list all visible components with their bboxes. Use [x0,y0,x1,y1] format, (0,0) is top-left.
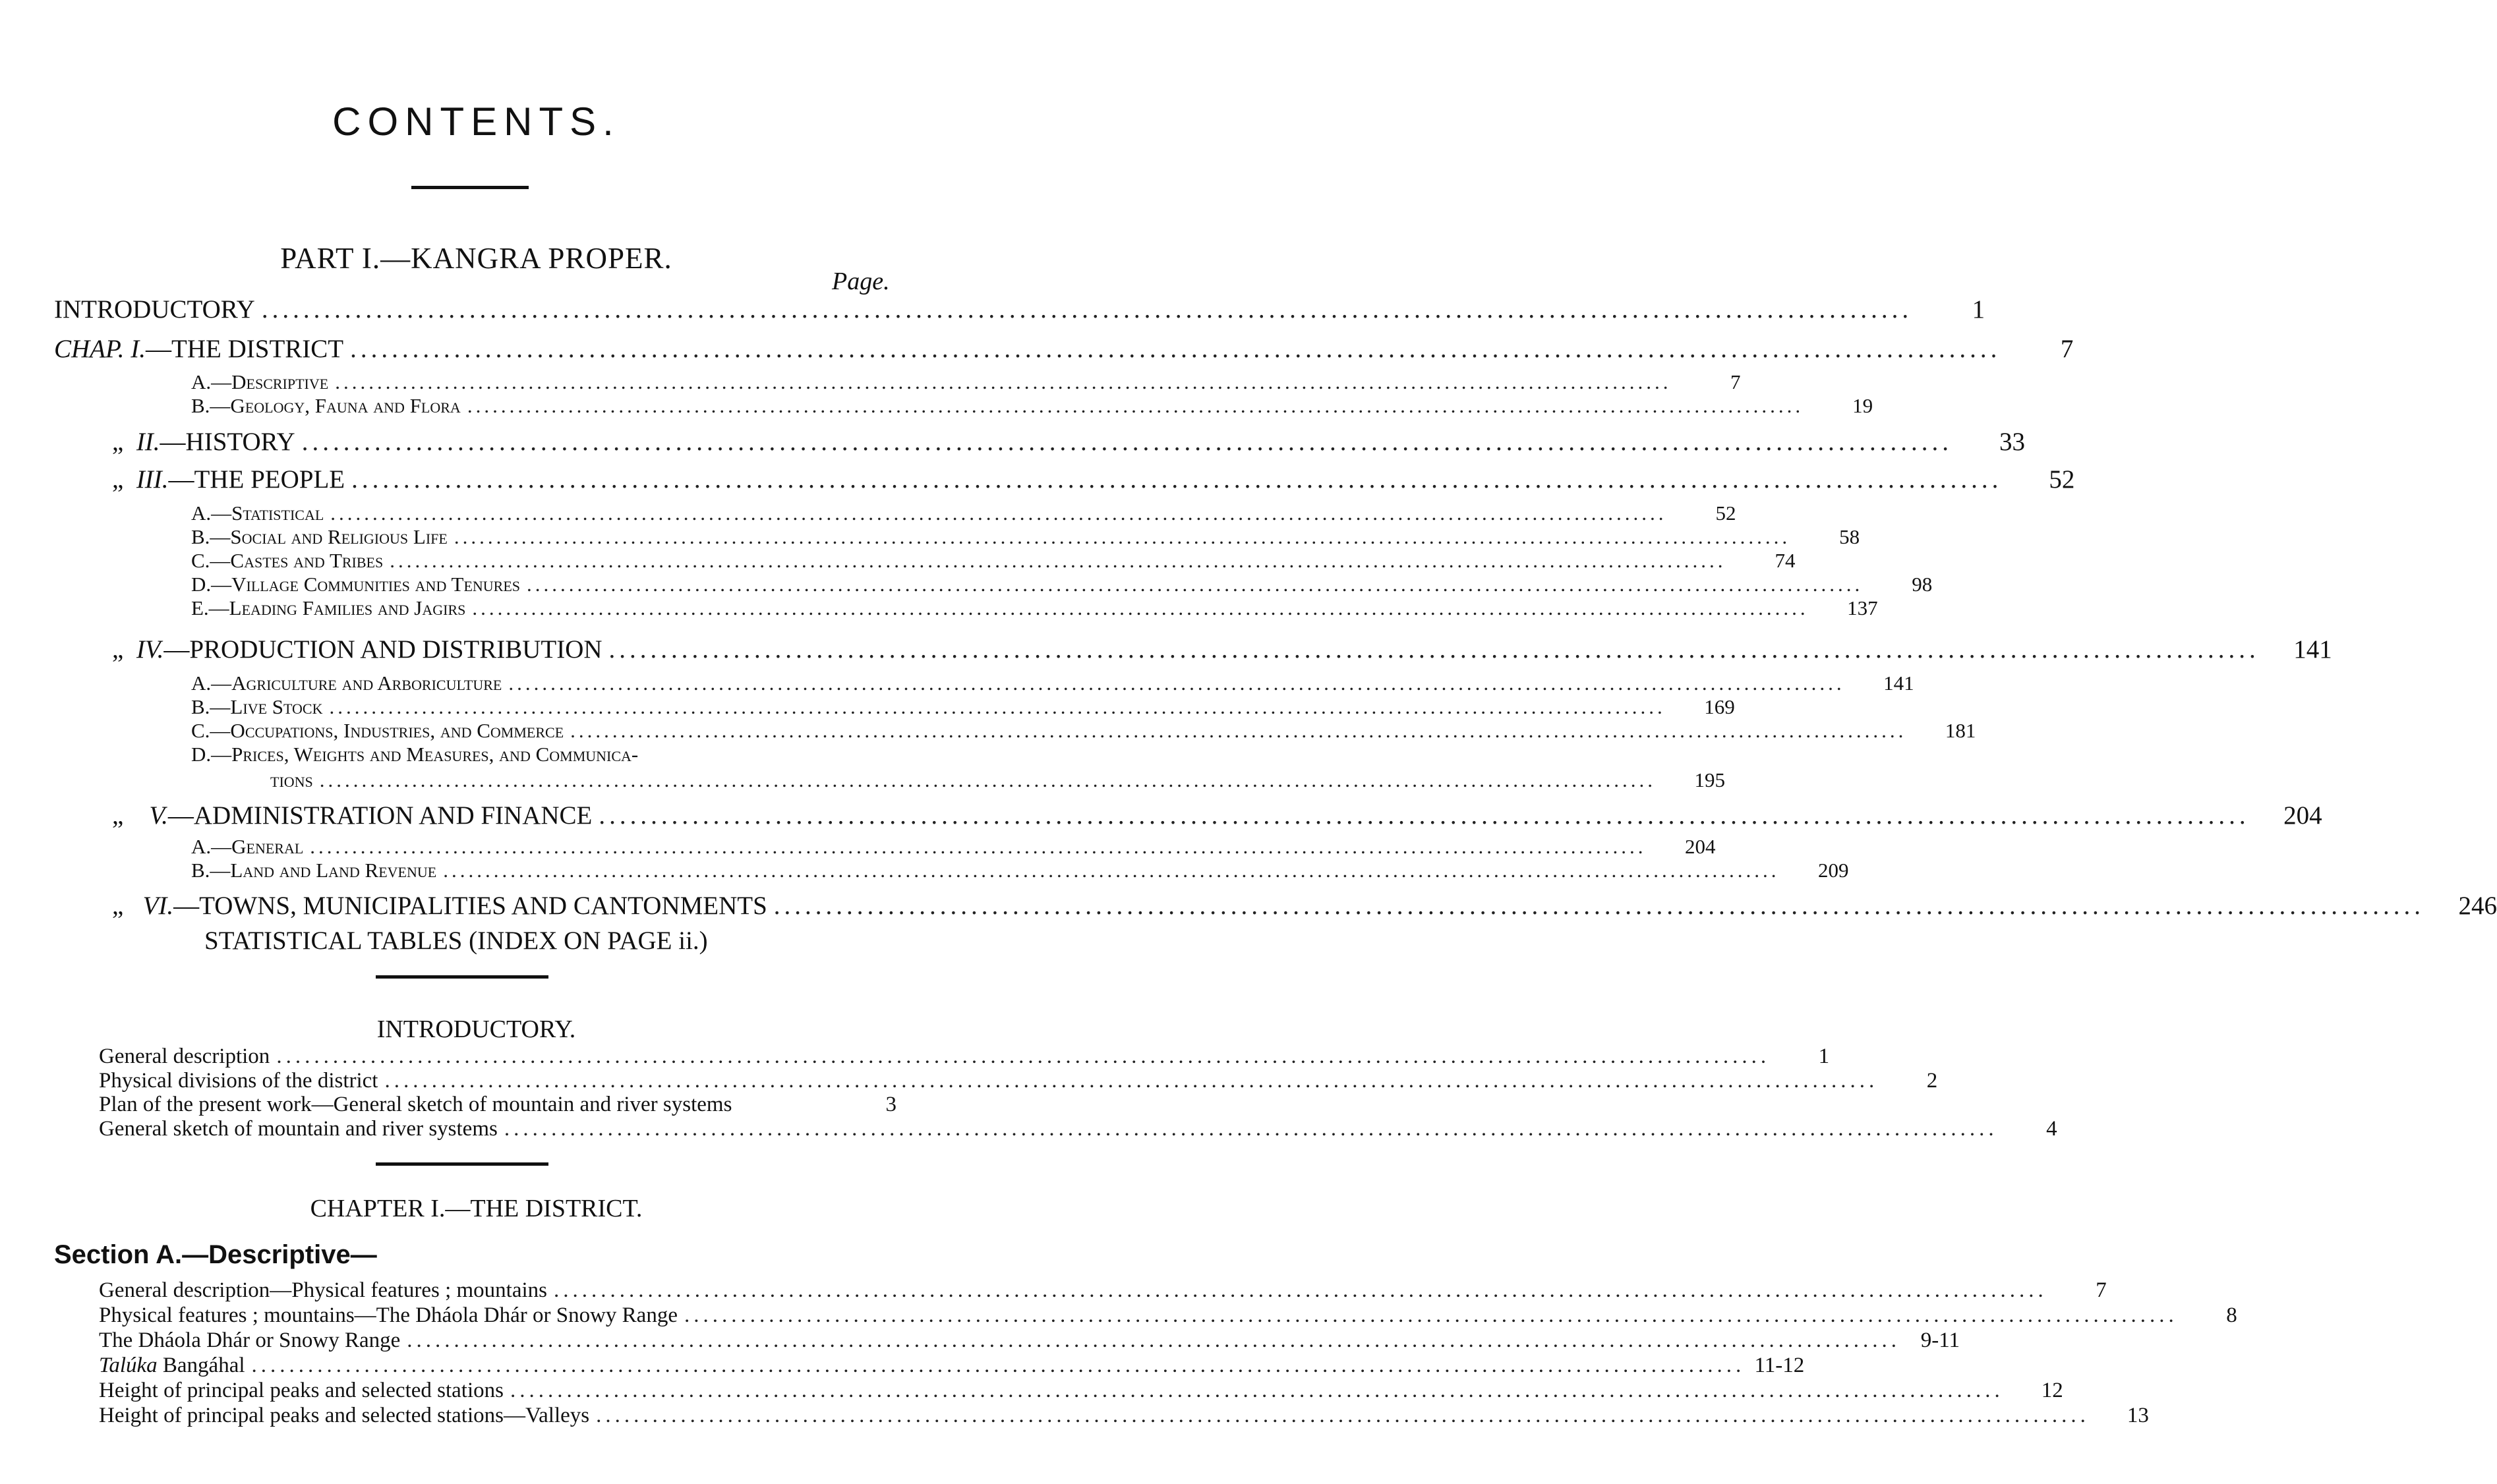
chapter-title: —THE PEOPLE [168,465,345,494]
section-divider [376,975,548,979]
ditto-mark: „ [112,465,124,494]
chapter-item: Talúka Bangáhal ............................................................................................................................................................... 11-12 [99,1354,1805,1377]
toc-subrow: B.—Social and Religious Life ............................................................................................................................................................... 58 [191,525,1860,548]
chapter-roman: VI. [142,892,174,920]
toc-row-chap6: „ VI.—TOWNS, MUNICIPALITIES AND CANTONMENTS ............................................................................................................................................................... 246 [112,892,2497,920]
intro-item: General description ............................................................................................................................................................... 1 [99,1044,1830,1068]
toc-subrow: B.—Live Stock ............................................................................................................................................................... 169 [191,695,1735,718]
ditto-mark: „ [112,635,124,664]
leader-dots: ............................................................................................................................................................... [310,835,1647,858]
leader-dots: ............................................................................................................................................................... [301,428,1953,456]
title-divider [411,186,529,189]
toc-subrow: B.—Geology, Fauna and Flora ............................................................................................................................................................... 19 [191,394,1873,417]
leader-dots: ............................................................................................................................................................... [329,695,1666,718]
leader-dots: ............................................................................................................................................................... [351,465,2003,494]
toc-subrow-label: D.—Prices, Weights and Measures, and Communica- [191,743,639,766]
toc-row-chap5: „ V.—ADMINISTRATION AND FINANCE ............................................................................................................................................................... 204 [112,801,2322,830]
chapter-item: The Dháola Dhár or Snowy Range ............................................................................................................................................................... 9-11 [99,1328,1960,1352]
leader-dots: ............................................................................................................................................................... [599,801,2250,830]
leader-dots: ............................................................................................................................................................... [510,1379,2004,1402]
chapter-title: —THE DISTRICT [146,335,344,363]
toc-row-chap4: „ IV.—PRODUCTION AND DISTRIBUTION ............................................................................................................................................................... 141 [112,635,2332,664]
leader-dots: ............................................................................................................................................................... [335,370,1672,393]
leader-dots: ............................................................................................................................................................... [390,549,1726,572]
leader-dots: ............................................................................................................................................................... [596,1404,2090,1427]
leader-dots: ............................................................................................................................................................... [504,1117,1998,1141]
chapter-roman: V. [149,801,168,830]
chapter-title: —ADMINISTRATION AND FINANCE [167,801,593,830]
leader-dots: ............................................................................................................................................................... [570,719,1907,742]
chapter-item: Height of principal peaks and selected stations—Valleys ............................................................................................................................................................... 13 [99,1404,2149,1427]
chapter-roman: IV. [136,635,164,664]
leader-dots: ............................................................................................................................................................... [454,525,1791,548]
toc-subrow: B.—Land and Land Revenue ............................................................................................................................................................... 209 [191,859,1849,882]
toc-subrow: C.—Castes and Tribes ............................................................................................................................................................... 74 [191,549,1796,572]
leader-dots: ............................................................................................................................................................... [527,573,1864,596]
leader-dots: ............................................................................................................................................................... [553,1278,2047,1302]
chapter-prefix: CHAP. I. [54,335,146,363]
introductory-heading: INTRODUCTORY. [376,1015,576,1043]
chapter-title: —HISTORY [160,428,295,456]
toc-subrow: A.—Statistical ............................................................................................................................................................... 52 [191,501,1736,525]
page-column-label: Page. [832,268,890,295]
ditto-mark: „ [112,892,124,920]
toc-row-chap2: „ II.—HISTORY ............................................................................................................................................................... 33 [112,428,2025,456]
ditto-mark: „ [112,801,124,830]
ditto-mark: „ [112,428,124,456]
leader-dots: ............................................................................................................................................................... [319,768,1657,791]
toc-subrow: tions ............................................................................................................................................................... 195 [270,768,1726,791]
toc-row-chap3: „ III.—THE PEOPLE ............................................................................................................................................................... 52 [112,465,2075,494]
toc-subrow: C.—Occupations, Industries, and Commerce ............................................................................................................................................................... 181 [191,719,1976,742]
section-divider [376,1162,548,1166]
chapter-title: —TOWNS, MUNICIPALITIES AND CANTONMENTS [173,892,767,920]
toc-subrow: A.—Agriculture and Arboriculture ............................................................................................................................................................... 141 [191,671,1914,695]
page-title: CONTENTS. [332,100,620,144]
toc-page: 1 [1972,295,1985,324]
leader-dots: ............................................................................................................................................................... [407,1328,1901,1352]
chapter-item: Physical features ; mountains—The Dháola Dhár or Snowy Range ............................................................................................................................................................... 8 [99,1303,2237,1327]
chapter-roman: III. [136,465,169,494]
intro-item: General sketch of mountain and river systems ............................................................................................................................................................... 4 [99,1117,2057,1141]
chapter-item: General description—Physical features ; mountains ............................................................................................................................................................... 7 [99,1278,2107,1302]
toc-subrow: E.—Leading Families and Jagirs ............................................................................................................................................................... 137 [191,596,1878,619]
leader-dots: ............................................................................................................................................................... [276,1044,1771,1068]
intro-item: Physical divisions of the district ............................................................................................................................................................... 2 [99,1069,1938,1093]
leader-dots: ............................................................................................................................................................... [684,1303,2178,1327]
chapter-roman: II. [136,428,160,456]
leader-dots: ............................................................................................................................................................... [608,635,2260,664]
toc-label: INTRODUCTORY [54,295,255,324]
leader-dots: ............................................................................................................................................................... [261,295,1913,324]
toc-page: 7 [2060,335,2074,363]
part-heading: PART I.—KANGRA PROPER. [280,242,672,275]
section-heading: Section A.—Descriptive— [54,1240,377,1269]
toc-row-chap1 [54,334,2074,364]
chapter-heading: CHAPTER I.—THE DISTRICT. [310,1195,643,1222]
leader-dots: ............................................................................................................................................................... [508,671,1845,695]
leader-dots: ............................................................................................................................................................... [350,335,2001,363]
toc-subrow: A.—Descriptive ............................................................................................................................................................... 7 [191,370,1741,393]
intro-item: Plan of the present work—General sketch of mountain and river systems 3 [99,1093,896,1116]
chapter-title: —PRODUCTION AND DISTRIBUTION [163,635,602,664]
leader-dots: ............................................................................................................................................................... [773,892,2425,920]
statistical-tables-line: STATISTICAL TABLES (INDEX ON PAGE ii.) [204,927,708,955]
leader-dots: ............................................................................................................................................................... [472,596,1809,619]
toc-subrow: A.—General ............................................................................................................................................................... 204 [191,835,1716,858]
leader-dots: ............................................................................................................................................................... [251,1354,1746,1377]
toc-subrow: D.—Village Communities and Tenures ............................................................................................................................................................... 98 [191,573,1933,596]
chapter-item: Height of principal peaks and selected stations ............................................................................................................................................................... 12 [99,1379,2063,1402]
leader-dots: ............................................................................................................................................................... [384,1069,1879,1093]
leader-dots: ............................................................................................................................................................... [467,394,1804,417]
leader-dots: ............................................................................................................................................................... [330,501,1667,525]
toc-row-introductory [54,295,1985,324]
leader-dots: ............................................................................................................................................................... [443,859,1780,882]
